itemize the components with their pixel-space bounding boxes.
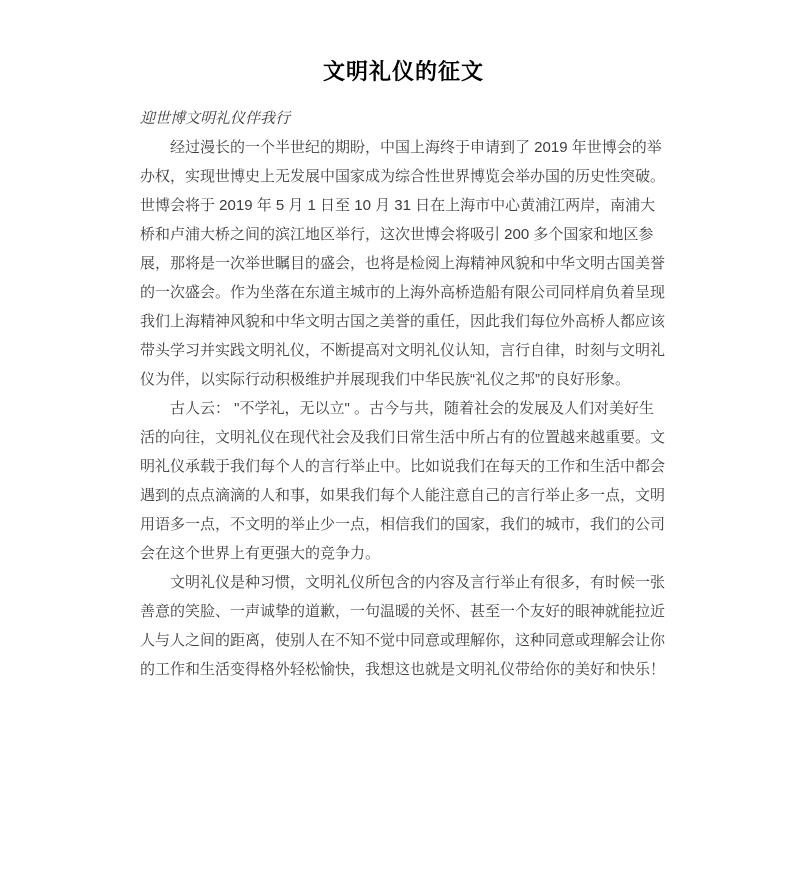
document-title: 文明礼仪的征文: [322, 59, 484, 84]
document-body: [140, 104, 667, 684]
paragraph-2: 古人云： "不学礼，无以立" 。古今与共，随着社会的发展及人们对美好生活的向往，文明礼仪在现代社会及我们日常生活中所占有的位置越来越重要。文明礼仪承载于我们每个人的言行举止中。比如说我们在每天的工作和生活中都会遇到的点点滴滴的人和事，如果我们每个人能注意自己的言行举止多一点，文明用语多一点，不文明的举止少一点，相信我们的国家，我们的城市，我们的公司会在这个世界上有更强大的竞争力。: [140, 400, 666, 562]
lead-line: 迎世博文明礼仪伴我行: [140, 110, 291, 127]
paragraph-1: 经过漫长的一个半世纪的期盼，中国上海终于申请到了 2019 年世博会的举办权，实现世博史上无发展中国家成为综合性世界博览会举办国的历史性突破。世博会将于 2019 年 5 月 1 日至 10 月 31 日在上海市中心黄浦江两岸，南浦大桥和卢浦大桥之间的滨江地区举行，这次世博会将吸引 200 多个国家和地区参展，那将是一次举世瞩目的盛会，也将是检阅上海精神风貌和中华文明古国美誉的一次盛会。作为坐落在东道主城市的上海外高桥造船有限公司同样肩负着呈现我们上海精神风貌和中华文明古国之美誉的重任，因此我们每位外高桥人都应该带头学习并实践文明礼仪，不断提高对文明礼仪认知，言行自律，时刻与文明礼仪为伴，以实际行动积极维护并展现我们中华民族“礼仪之邦”的良好形象。: [140, 139, 666, 388]
paragraph-3: 文明礼仪是种习惯，文明礼仪所包含的内容及言行举止有很多，有时候一张善意的笑脸、一声诚挚的道歉，一句温暖的关怀、甚至一个友好的眼神就能拉近人与人之间的距离，使别人在不知不觉中同意或理解你，这种同意或理解会让你的工作和生活变得格外轻松愉快，我想这也就是文明礼仪带给你的美好和快乐！: [140, 574, 666, 678]
